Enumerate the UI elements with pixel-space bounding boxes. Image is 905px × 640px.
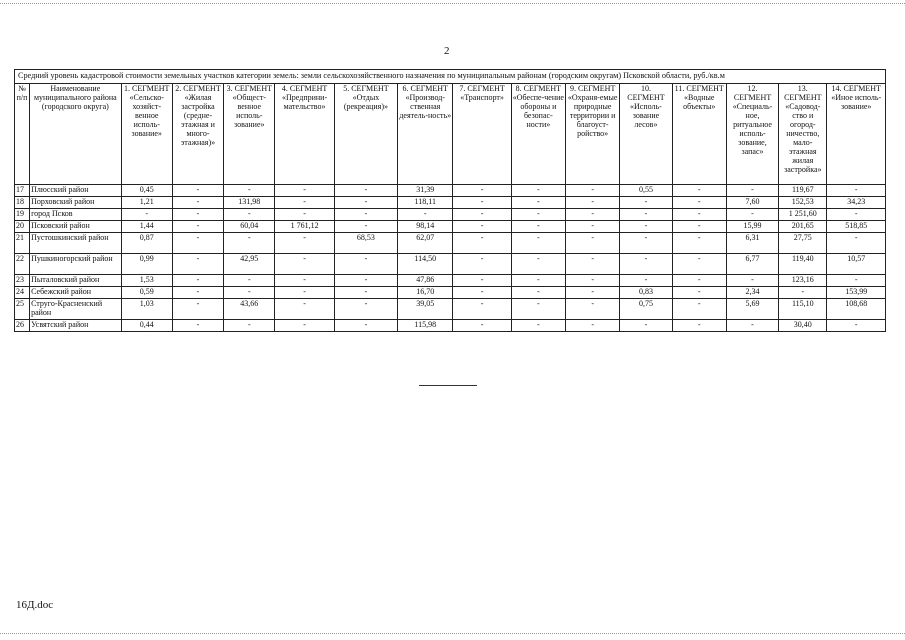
segment-value-cell: -: [827, 320, 886, 332]
segment-value-cell: 98,14: [398, 221, 453, 233]
segment-value-cell: -: [726, 320, 778, 332]
segment-value-cell: -: [121, 209, 172, 221]
segment-value-cell: 152,53: [779, 197, 827, 209]
segment-value-cell: 10,57: [827, 254, 886, 275]
segment-value-cell: 115,98: [398, 320, 453, 332]
segment-value-cell: 1,44: [121, 221, 172, 233]
segment-value-cell: -: [672, 320, 726, 332]
segment-value-cell: -: [620, 209, 672, 221]
district-name-cell: Плюсский район: [30, 185, 122, 197]
segment-value-cell: -: [224, 287, 275, 299]
segment-value-cell: 201,65: [779, 221, 827, 233]
segment-value-cell: -: [672, 299, 726, 320]
segment-value-cell: 0,55: [620, 185, 672, 197]
segment-value-cell: -: [620, 275, 672, 287]
table-row: [15, 254, 886, 275]
segment-value-cell: -: [453, 320, 511, 332]
segment-value-cell: -: [275, 287, 334, 299]
table-row: [15, 185, 886, 197]
row-number-cell: 23: [15, 275, 30, 287]
scan-edge-top: [0, 3, 905, 4]
segment-value-cell: -: [172, 287, 223, 299]
segment-value-cell: -: [172, 275, 223, 287]
row-number-cell: 17: [15, 185, 30, 197]
district-name-cell: Себежский район: [30, 287, 122, 299]
segment-value-cell: -: [275, 209, 334, 221]
row-number-cell: 22: [15, 254, 30, 275]
segment-value-cell: 119,40: [779, 254, 827, 275]
segment-value-cell: -: [726, 185, 778, 197]
segment-value-cell: -: [275, 299, 334, 320]
segment-value-cell: -: [275, 197, 334, 209]
segment-value-cell: -: [224, 209, 275, 221]
segment-value-cell: -: [511, 185, 565, 197]
segment-value-cell: 43,66: [224, 299, 275, 320]
segment-value-cell: 2,34: [726, 287, 778, 299]
segment-value-cell: -: [620, 197, 672, 209]
segment-value-cell: 108,68: [827, 299, 886, 320]
segment-value-cell: 39,05: [398, 299, 453, 320]
segment-value-cell: -: [672, 287, 726, 299]
segment-value-cell: -: [620, 320, 672, 332]
segment-value-cell: -: [672, 209, 726, 221]
segment-value-cell: -: [566, 275, 620, 287]
header-segment-4: 4. СЕГМЕНТ «Предприни-мательство»: [275, 84, 334, 185]
segment-value-cell: -: [566, 287, 620, 299]
table-header-row: [15, 84, 886, 185]
district-name-cell: Псковский район: [30, 221, 122, 233]
segment-value-cell: 16,70: [398, 287, 453, 299]
segment-value-cell: -: [511, 209, 565, 221]
header-district-name: Наименование муниципального района (городского округа): [30, 84, 122, 185]
row-number-cell: 21: [15, 233, 30, 254]
segment-value-cell: -: [566, 233, 620, 254]
header-segment-11: 11. СЕГМЕНТ «Водные объекты»: [672, 84, 726, 185]
segment-value-cell: 0,75: [620, 299, 672, 320]
segment-value-cell: -: [453, 299, 511, 320]
segment-value-cell: 6,31: [726, 233, 778, 254]
segment-value-cell: -: [827, 233, 886, 254]
segment-value-cell: -: [334, 254, 397, 275]
segment-value-cell: 34,23: [827, 197, 886, 209]
segment-value-cell: 518,85: [827, 221, 886, 233]
district-name-cell: Усвятский район: [30, 320, 122, 332]
segment-value-cell: -: [672, 275, 726, 287]
header-segment-14: 14. СЕГМЕНТ «Иное исполь-зование»: [827, 84, 886, 185]
header-segment-10: 10. СЕГМЕНТ «Исполь-зование лесов»: [620, 84, 672, 185]
row-number-cell: 24: [15, 287, 30, 299]
segment-value-cell: -: [224, 320, 275, 332]
page-number: 2: [444, 45, 450, 57]
district-name-cell: Пыталовский район: [30, 275, 122, 287]
segment-value-cell: 5,69: [726, 299, 778, 320]
table-row: [15, 197, 886, 209]
segment-value-cell: -: [275, 254, 334, 275]
segment-value-cell: -: [453, 209, 511, 221]
segment-value-cell: -: [511, 254, 565, 275]
segment-value-cell: -: [453, 254, 511, 275]
segment-value-cell: -: [511, 299, 565, 320]
header-segment-5: 5. СЕГМЕНТ «Отдых (рекреация)»: [334, 84, 397, 185]
segment-value-cell: -: [511, 320, 565, 332]
segment-value-cell: 47,86: [398, 275, 453, 287]
segment-value-cell: 0,99: [121, 254, 172, 275]
segment-value-cell: 114,50: [398, 254, 453, 275]
segment-value-cell: 123,16: [779, 275, 827, 287]
segment-value-cell: -: [172, 233, 223, 254]
segment-value-cell: -: [334, 320, 397, 332]
segment-value-cell: 1,03: [121, 299, 172, 320]
cadastral-value-table: [14, 69, 886, 332]
segment-value-cell: 153,99: [827, 287, 886, 299]
segment-value-cell: -: [224, 233, 275, 254]
segment-value-cell: -: [334, 209, 397, 221]
segment-value-cell: 1 761,12: [275, 221, 334, 233]
segment-value-cell: 0,87: [121, 233, 172, 254]
scan-edge-bottom: [0, 633, 905, 634]
segment-value-cell: -: [275, 320, 334, 332]
segment-value-cell: -: [511, 233, 565, 254]
segment-value-cell: -: [334, 197, 397, 209]
segment-value-cell: -: [672, 233, 726, 254]
segment-value-cell: 0,45: [121, 185, 172, 197]
row-number-cell: 26: [15, 320, 30, 332]
segment-value-cell: -: [275, 185, 334, 197]
segment-value-cell: -: [453, 197, 511, 209]
footer-filename: 16Д.doc: [16, 599, 54, 611]
segment-value-cell: -: [511, 221, 565, 233]
segment-value-cell: -: [224, 185, 275, 197]
segment-value-cell: -: [827, 275, 886, 287]
segment-value-cell: -: [398, 209, 453, 221]
segment-value-cell: 118,11: [398, 197, 453, 209]
header-segment-8: 8. СЕГМЕНТ «Обеспе-чение обороны и безопас-ности»: [511, 84, 565, 185]
segment-value-cell: 42,95: [224, 254, 275, 275]
row-number-cell: 19: [15, 209, 30, 221]
segment-value-cell: -: [172, 197, 223, 209]
segment-value-cell: -: [672, 221, 726, 233]
separator-line: [419, 385, 477, 386]
segment-value-cell: 1 251,60: [779, 209, 827, 221]
segment-value-cell: -: [827, 209, 886, 221]
segment-value-cell: -: [172, 320, 223, 332]
segment-value-cell: -: [453, 287, 511, 299]
segment-value-cell: 0,44: [121, 320, 172, 332]
segment-value-cell: -: [620, 254, 672, 275]
segment-value-cell: 131,98: [224, 197, 275, 209]
segment-value-cell: -: [172, 185, 223, 197]
segment-value-cell: -: [453, 185, 511, 197]
segment-value-cell: 27,75: [779, 233, 827, 254]
table-caption: Средний уровень кадастровой стоимости земельных участков категории земель: земли сельскохозяйственного назначения по муниципальным районам (городским округам) Псковской области, руб./кв.м: [15, 70, 886, 84]
segment-value-cell: -: [566, 197, 620, 209]
header-row-number: № п/п: [15, 84, 30, 185]
segment-value-cell: -: [334, 221, 397, 233]
segment-value-cell: 68,53: [334, 233, 397, 254]
segment-value-cell: -: [566, 209, 620, 221]
segment-value-cell: -: [511, 197, 565, 209]
row-number-cell: 18: [15, 197, 30, 209]
segment-value-cell: 119,67: [779, 185, 827, 197]
segment-value-cell: -: [224, 275, 275, 287]
segment-value-cell: -: [566, 320, 620, 332]
segment-value-cell: 0,59: [121, 287, 172, 299]
header-segment-7: 7. СЕГМЕНТ «Транспорт»: [453, 84, 511, 185]
segment-value-cell: 115,10: [779, 299, 827, 320]
segment-value-cell: -: [334, 299, 397, 320]
row-number-cell: 25: [15, 299, 30, 320]
segment-value-cell: 31,39: [398, 185, 453, 197]
table-row: [15, 320, 886, 332]
segment-value-cell: 30,40: [779, 320, 827, 332]
segment-value-cell: -: [672, 197, 726, 209]
table-row: [15, 287, 886, 299]
segment-value-cell: 1,21: [121, 197, 172, 209]
segment-value-cell: 7,60: [726, 197, 778, 209]
segment-value-cell: 15,99: [726, 221, 778, 233]
segment-value-cell: -: [511, 275, 565, 287]
segment-value-cell: -: [827, 185, 886, 197]
row-number-cell: 20: [15, 221, 30, 233]
segment-value-cell: -: [726, 275, 778, 287]
district-name-cell: город Псков: [30, 209, 122, 221]
segment-value-cell: -: [566, 254, 620, 275]
segment-value-cell: -: [672, 254, 726, 275]
segment-value-cell: -: [779, 287, 827, 299]
segment-value-cell: -: [620, 221, 672, 233]
segment-value-cell: 0,83: [620, 287, 672, 299]
header-segment-3: 3. СЕГМЕНТ «Общест-венное исполь-зование»: [224, 84, 275, 185]
segment-value-cell: 60,04: [224, 221, 275, 233]
header-segment-9: 9. СЕГМЕНТ «Охраня-емые природные территории и благоуст-ройство»: [566, 84, 620, 185]
segment-value-cell: -: [453, 275, 511, 287]
segment-value-cell: -: [172, 209, 223, 221]
district-name-cell: Струго-Красненский район: [30, 299, 122, 320]
segment-value-cell: -: [726, 209, 778, 221]
segment-value-cell: -: [566, 299, 620, 320]
segment-value-cell: -: [453, 233, 511, 254]
segment-value-cell: -: [334, 287, 397, 299]
district-name-cell: Пустошкинский район: [30, 233, 122, 254]
segment-value-cell: -: [172, 299, 223, 320]
table-row: [15, 299, 886, 320]
segment-value-cell: -: [620, 233, 672, 254]
segment-value-cell: -: [511, 287, 565, 299]
segment-value-cell: -: [172, 254, 223, 275]
header-segment-12: 12. СЕГМЕНТ «Специаль-ное, ритуальное исполь-зование, запас»: [726, 84, 778, 185]
segment-value-cell: -: [275, 233, 334, 254]
segment-value-cell: 62,07: [398, 233, 453, 254]
district-name-cell: Пушкиногорский район: [30, 254, 122, 275]
header-segment-6: 6. СЕГМЕНТ «Производ-ственная деятель-ность»: [398, 84, 453, 185]
segment-value-cell: 1,53: [121, 275, 172, 287]
segment-value-cell: -: [566, 221, 620, 233]
segment-value-cell: -: [334, 185, 397, 197]
segment-value-cell: -: [334, 275, 397, 287]
header-segment-13: 13. СЕГМЕНТ «Садовод-ство и огород-ничество, мало-этажная жилая застройка»: [779, 84, 827, 185]
segment-value-cell: 6,77: [726, 254, 778, 275]
table-row: [15, 221, 886, 233]
table-row: [15, 209, 886, 221]
segment-value-cell: -: [172, 221, 223, 233]
table-row: [15, 233, 886, 254]
segment-value-cell: -: [453, 221, 511, 233]
table-row: [15, 275, 886, 287]
segment-value-cell: -: [566, 185, 620, 197]
segment-value-cell: -: [275, 275, 334, 287]
district-name-cell: Порховский район: [30, 197, 122, 209]
header-segment-2: 2. СЕГМЕНТ «Жилая застройка (средне-этажная и много-этажная)»: [172, 84, 223, 185]
header-segment-1: 1. СЕГМЕНТ «Сельско-хозяйст-венное исполь-зование»: [121, 84, 172, 185]
segment-value-cell: -: [672, 185, 726, 197]
